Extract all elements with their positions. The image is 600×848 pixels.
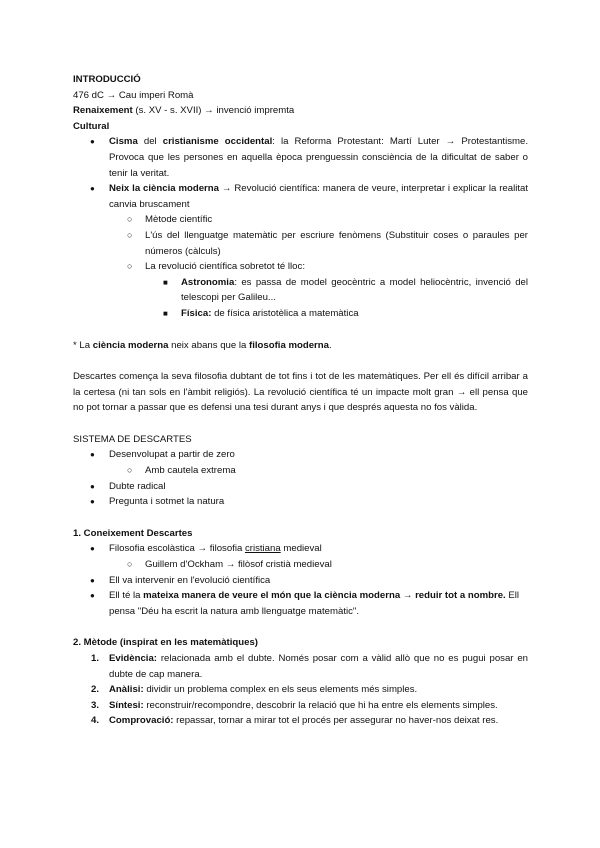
bullet-circle-icon: ○ xyxy=(127,229,133,240)
cultural-list xyxy=(73,134,528,321)
intro-line-renaixement: Renaixement (s. XV - s. XVII) → invenció impremta xyxy=(73,105,295,117)
bullet-dot-icon: ● xyxy=(90,450,95,460)
sistema-list xyxy=(73,447,528,509)
bullet-circle-icon: ○ xyxy=(127,214,133,225)
list-number: 1. xyxy=(91,653,100,664)
bullet-circle-icon: ○ xyxy=(127,559,133,570)
sistema-heading: SISTEMA DE DESCARTES xyxy=(73,433,192,445)
intro-line-roma: 476 dC → Cau imperi Romà xyxy=(73,89,194,101)
list-item-fisica: ■ Física: de física aristotèlica a matemàtica xyxy=(73,306,528,322)
note-line: * La ciència moderna neix abans que la filosofia moderna. xyxy=(73,339,332,351)
list-item-revolucio-lloc: ○ La revolució científica sobretot té lloc: xyxy=(73,259,528,275)
list-item-ockham: ○ Guillem d'Ockham → filòsof cristià medieval xyxy=(73,557,528,573)
bullet-dot-icon: ● xyxy=(90,137,95,147)
list-item-nombre: ● Ell té la mateixa manera de veure el món que la ciència moderna → reduir tot a nombre. Ell pensa "Déu ha escrit la natura amb llenguatge matemàtic". xyxy=(90,590,520,617)
metode-list xyxy=(73,651,528,729)
list-item-llenguatge-matematic: ○ L'ús del llenguatge matemàtic per escriure fenòmens (Substituir coses o paraules per números (càlculs) xyxy=(127,229,528,257)
document-page xyxy=(73,72,528,729)
coneixement-list xyxy=(73,541,528,619)
intro-heading: INTRODUCCIÓ xyxy=(73,74,141,85)
list-number: 4. xyxy=(91,715,100,727)
list-number: 2. xyxy=(91,684,100,696)
cultural-label: Cultural xyxy=(73,120,110,132)
list-item-sintesi: 3. Síntesi: reconstruir/recompondre, descobrir la relació que hi ha entre els elements simples. xyxy=(73,698,528,714)
bullet-square-icon: ■ xyxy=(163,277,168,287)
list-item-dubte: ● Dubte radical xyxy=(73,479,528,495)
list-item-analisi: 2. Anàlisi: dividir un problema complex en els seus elements més simples. xyxy=(73,682,528,698)
bullet-dot-icon: ● xyxy=(90,544,95,554)
list-item-evidencia: 1. Evidència: relacionada amb el dubte. Només posar com a vàlid allò que no es pugui posar en dubte de cap manera. xyxy=(91,653,528,680)
bullet-dot-icon: ● xyxy=(90,497,95,507)
list-item-evolucio: ● Ell va intervenir en l'evolució científica xyxy=(73,573,528,589)
bullet-dot-icon: ● xyxy=(90,575,95,585)
bullet-square-icon: ■ xyxy=(163,308,168,318)
list-item-comprovacio: 4. Comprovació: repassar, tornar a mirar tot el procés per assegurar no haver-nos deixat res. xyxy=(73,713,528,729)
list-item-cisma: ● Cisma del cristianisme occidental: la Reforma Protestant: Martí Luter → Protestantisme. Provoca que les persones en aquella època prenguessin consciència de la dificultat de saber o tenir la veritat. xyxy=(90,136,528,179)
list-item-cautela: ○ Amb cautela extrema xyxy=(73,463,528,479)
list-item-ciencia-moderna: ● Neix la ciència moderna → Revolució científica: manera de veure, interpretar i explicar la realitat canvia bruscament xyxy=(90,183,529,210)
bullet-dot-icon: ● xyxy=(90,481,95,491)
bullet-circle-icon: ○ xyxy=(127,465,133,476)
list-item-astronomia: ■ Astronomia: es passa de model geocèntric a model heliocèntric, invenció del telescopi per Galileu... xyxy=(163,276,528,304)
descartes-paragraph: Descartes comença la seva filosofia dubtant de tot fins i tot de les matemàtiques. Per ell és difícil arribar a la certesa (ni tan sols en l'àmbit religiós). La revolució científica té un impacte molt gran → ell pensa que no pot tornar a passar que es defensi una tesi durant anys i que després aquesta no fos vàlida. xyxy=(73,371,528,414)
list-item-escolastica: ● Filosofia escolàstica → filosofia cristiana medieval xyxy=(73,541,528,557)
bullet-circle-icon: ○ xyxy=(127,261,133,272)
metode-heading: 2. Mètode (inspirat en les matemàtiques) xyxy=(73,637,258,649)
bullet-dot-icon: ● xyxy=(90,591,95,601)
list-item-metode-cientific: ○ Mètode científic xyxy=(73,212,528,228)
list-number: 3. xyxy=(91,699,100,711)
list-item-pregunta: ● Pregunta i sotmet la natura xyxy=(73,494,528,510)
coneixement-heading: 1. Coneixement Descartes xyxy=(73,527,193,539)
list-item-desenvolupat: ● Desenvolupat a partir de zero xyxy=(73,447,528,463)
bullet-dot-icon: ● xyxy=(90,184,95,194)
